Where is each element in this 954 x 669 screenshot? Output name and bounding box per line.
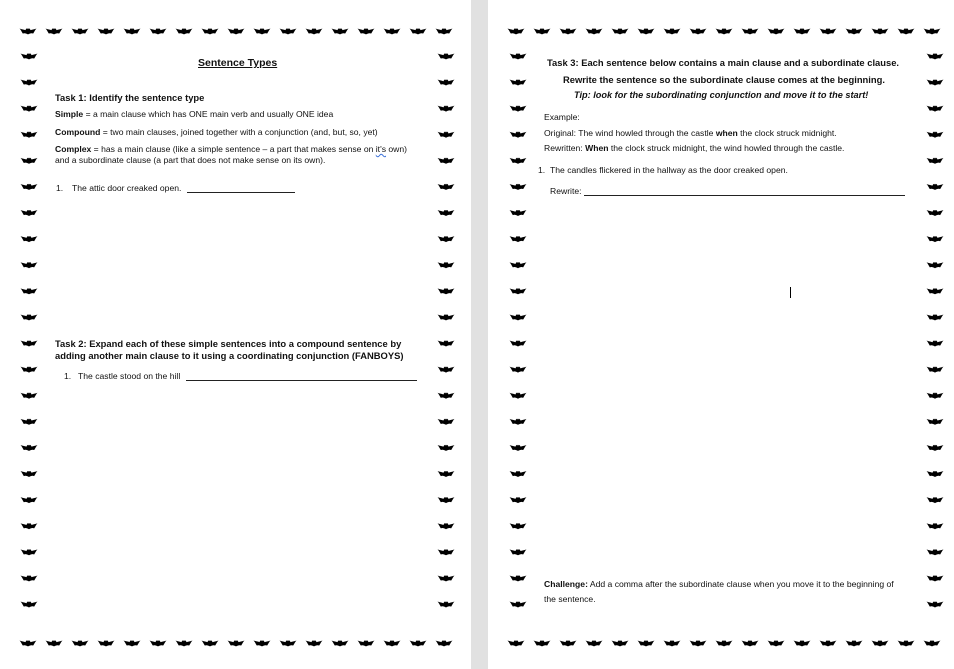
- task3-item-text: The candles flickered in the hallway as the door creaked open.: [550, 165, 788, 175]
- bat-icon: [927, 523, 944, 529]
- bat-icon: [21, 340, 38, 346]
- task3-tip: Tip: look for the subordinating conjunction and move it to the start!: [574, 90, 869, 100]
- simple-definition: [55, 109, 333, 120]
- original-pre: Original: The wind howled through the castle: [544, 128, 716, 138]
- bat-icon: [927, 445, 944, 451]
- bat-icon: [21, 132, 38, 138]
- bat-icon: [332, 28, 349, 34]
- bat-icon: [820, 28, 837, 34]
- bat-icon: [21, 184, 38, 190]
- bat-icon: [98, 640, 115, 646]
- bat-icon: [510, 106, 527, 112]
- bat-icon: [510, 471, 527, 477]
- bat-icon: [21, 158, 38, 164]
- complex-definition: [55, 144, 407, 155]
- bat-icon: [846, 640, 863, 646]
- bat-icon: [202, 28, 219, 34]
- bat-icon: [438, 184, 455, 190]
- bat-icon: [72, 28, 89, 34]
- bat-icon: [510, 79, 527, 85]
- bat-icon: [20, 28, 37, 34]
- bat-icon: [438, 79, 455, 85]
- bat-icon: [176, 28, 193, 34]
- compound-def: = two main clauses, joined together with a conjunction (and, but, so, yet): [100, 127, 378, 137]
- bat-icon: [438, 575, 455, 581]
- bat-icon: [438, 601, 455, 607]
- complex-definition-line2: and a subordinate clause (a part that does not make sense on its own).: [55, 155, 326, 165]
- bat-icon: [438, 340, 455, 346]
- task1-item-number: 1.: [56, 183, 64, 193]
- bat-icon: [438, 419, 455, 425]
- bat-icon: [510, 288, 527, 294]
- bat-icon: [872, 640, 889, 646]
- bat-icon: [21, 393, 38, 399]
- bat-icon: [98, 28, 115, 34]
- bat-icon: [510, 184, 527, 190]
- bat-icon: [21, 79, 38, 85]
- bat-icon: [927, 314, 944, 320]
- bat-icon: [510, 262, 527, 268]
- bat-icon: [438, 367, 455, 373]
- bat-icon: [176, 640, 193, 646]
- bat-icon: [508, 28, 525, 34]
- bat-icon: [438, 158, 455, 164]
- bat-icon: [510, 575, 527, 581]
- bat-icon: [924, 640, 941, 646]
- bat-icon: [927, 132, 944, 138]
- bat-icon: [510, 393, 527, 399]
- rewritten-pre: Rewritten:: [544, 143, 586, 153]
- bat-icon: [638, 28, 655, 34]
- bat-icon: [510, 549, 527, 555]
- bat-icon: [898, 640, 915, 646]
- page-gutter: [471, 0, 488, 669]
- bat-icon: [46, 28, 63, 34]
- bat-icon: [280, 28, 297, 34]
- task1-heading: Task 1: Identify the sentence type: [55, 92, 205, 103]
- bat-icon: [927, 549, 944, 555]
- bat-icon: [21, 575, 38, 581]
- bat-icon: [927, 262, 944, 268]
- bat-icon: [150, 640, 167, 646]
- bat-icon: [794, 28, 811, 34]
- bat-icon: [794, 640, 811, 646]
- text-cursor: [790, 287, 791, 298]
- bat-icon: [927, 158, 944, 164]
- original-post: the clock struck midnight.: [737, 128, 837, 138]
- bat-icon: [898, 28, 915, 34]
- page-two: [488, 0, 954, 669]
- bat-icon: [927, 184, 944, 190]
- bat-icon: [927, 575, 944, 581]
- bat-icon: [438, 132, 455, 138]
- bat-icon: [510, 445, 527, 451]
- bat-icon: [438, 210, 455, 216]
- bat-icon: [716, 28, 733, 34]
- bat-icon: [927, 53, 944, 59]
- bat-icon: [21, 314, 38, 320]
- bat-icon: [436, 28, 453, 34]
- bat-icon: [510, 53, 527, 59]
- challenge-line1: [544, 579, 894, 590]
- bat-icon: [21, 523, 38, 529]
- complex-term: Complex: [55, 144, 92, 154]
- bat-icon: [72, 640, 89, 646]
- bat-icon: [927, 601, 944, 607]
- complex-def-post: own): [386, 144, 408, 154]
- bat-icon: [846, 28, 863, 34]
- task2-heading-line1: Task 2: Expand each of these simple sentences into a compound sentence by: [55, 338, 402, 349]
- bat-icon: [510, 367, 527, 373]
- bat-icon: [21, 601, 38, 607]
- bat-icon: [927, 79, 944, 85]
- bat-icon: [872, 28, 889, 34]
- task2-item-text: The castle stood on the hill: [78, 371, 181, 381]
- bat-icon: [742, 640, 759, 646]
- bat-icon: [927, 471, 944, 477]
- challenge-line2: the sentence.: [544, 594, 596, 604]
- bat-icon: [438, 445, 455, 451]
- bat-icon: [306, 640, 323, 646]
- bat-icon: [21, 210, 38, 216]
- bat-icon: [21, 471, 38, 477]
- bat-icon: [612, 640, 629, 646]
- spellcheck-word[interactable]: it's: [375, 144, 387, 154]
- bat-icon: [690, 640, 707, 646]
- bat-icon: [21, 262, 38, 268]
- example-rewritten: [544, 143, 844, 154]
- bat-icon: [820, 640, 837, 646]
- bat-icon: [638, 640, 655, 646]
- bat-icon: [358, 640, 375, 646]
- bat-icon: [410, 640, 427, 646]
- compound-term: Compound: [55, 127, 101, 137]
- task1-answer-line[interactable]: [187, 192, 295, 193]
- bat-icon: [768, 640, 785, 646]
- challenge-text: Add a comma after the subordinate clause when you move it to the beginning of: [587, 579, 894, 589]
- bat-icon: [21, 419, 38, 425]
- bat-icon: [510, 340, 527, 346]
- example-label: Example:: [544, 112, 580, 122]
- rewritten-conjunction: When: [585, 143, 609, 153]
- challenge-label: Challenge:: [544, 579, 588, 589]
- task3-heading-line1: Task 3: Each sentence below contains a main clause and a subordinate clause.: [547, 57, 900, 68]
- bat-icon: [742, 28, 759, 34]
- bat-icon: [510, 601, 527, 607]
- bat-icon: [332, 640, 349, 646]
- bat-icon: [438, 106, 455, 112]
- bat-icon: [690, 28, 707, 34]
- bat-icon: [927, 210, 944, 216]
- complex-def-pre: = has a main clause (like a simple sentence – a part that makes sense on: [91, 144, 376, 154]
- bat-icon: [21, 445, 38, 451]
- bat-icon: [384, 28, 401, 34]
- bat-icon: [586, 640, 603, 646]
- bat-icon: [438, 236, 455, 242]
- bat-icon: [438, 262, 455, 268]
- bat-icon: [924, 28, 941, 34]
- bat-icon: [768, 28, 785, 34]
- bat-icon: [438, 497, 455, 503]
- bat-icon: [202, 640, 219, 646]
- bat-icon: [254, 640, 271, 646]
- compound-definition: [55, 127, 378, 138]
- bat-icon: [438, 523, 455, 529]
- bat-icon: [510, 523, 527, 529]
- bat-icon: [716, 640, 733, 646]
- bat-icon: [410, 28, 427, 34]
- bat-icon: [21, 288, 38, 294]
- task2-heading-line2: adding another main clause to it using a coordinating conjunction (FANBOYS): [55, 350, 404, 361]
- bat-icon: [254, 28, 271, 34]
- original-conjunction: when: [715, 128, 738, 138]
- rewritten-post: the clock struck midnight, the wind howled through the castle.: [608, 143, 845, 153]
- bat-icon: [664, 640, 681, 646]
- example-original: [544, 128, 837, 139]
- bat-icon: [438, 549, 455, 555]
- simple-term: Simple: [55, 109, 84, 119]
- bat-icon: [510, 158, 527, 164]
- bat-icon: [21, 53, 38, 59]
- bat-icon: [927, 419, 944, 425]
- bat-icon: [46, 640, 63, 646]
- bat-icon: [438, 314, 455, 320]
- bat-icon: [228, 28, 245, 34]
- page-one: [0, 0, 471, 669]
- bat-icon: [510, 210, 527, 216]
- bat-icon: [21, 236, 38, 242]
- bat-icon: [280, 640, 297, 646]
- simple-def: = a main clause which has ONE main verb and usually ONE idea: [83, 109, 334, 119]
- task1-item-text: The attic door creaked open.: [72, 183, 182, 193]
- bat-icon: [560, 28, 577, 34]
- bat-icon: [20, 640, 37, 646]
- page-title: Sentence Types: [198, 57, 278, 69]
- bat-icon: [510, 314, 527, 320]
- bat-icon: [124, 640, 141, 646]
- bat-icon: [534, 640, 551, 646]
- bat-icon: [927, 393, 944, 399]
- bat-icon: [664, 28, 681, 34]
- bat-icon: [438, 53, 455, 59]
- bat-icon: [21, 549, 38, 555]
- bat-icon: [508, 640, 525, 646]
- bat-icon: [306, 28, 323, 34]
- bat-icon: [21, 497, 38, 503]
- bat-icon: [436, 640, 453, 646]
- bat-icon: [927, 288, 944, 294]
- bat-icon: [358, 28, 375, 34]
- rewrite-label: Rewrite:: [550, 186, 582, 196]
- bat-icon: [586, 28, 603, 34]
- bat-icon: [21, 106, 38, 112]
- task3-answer-line[interactable]: [584, 195, 905, 196]
- bat-icon: [510, 419, 527, 425]
- bat-icon: [510, 236, 527, 242]
- bat-icon: [612, 28, 629, 34]
- bat-icon: [21, 367, 38, 373]
- bat-icon: [927, 236, 944, 242]
- task2-answer-line[interactable]: [186, 380, 417, 381]
- bat-icon: [438, 288, 455, 294]
- bat-icon: [438, 471, 455, 477]
- bat-icon: [124, 28, 141, 34]
- bat-icon: [438, 393, 455, 399]
- bat-icon: [150, 28, 167, 34]
- bat-icon: [384, 640, 401, 646]
- bat-icon: [927, 106, 944, 112]
- bat-icon: [927, 367, 944, 373]
- bat-icon: [927, 497, 944, 503]
- bat-icon: [534, 28, 551, 34]
- bat-icon: [510, 132, 527, 138]
- task3-heading-line2: Rewrite the sentence so the subordinate clause comes at the beginning.: [563, 74, 885, 85]
- bat-icon: [510, 497, 527, 503]
- bat-icon: [228, 640, 245, 646]
- task2-item-number: 1.: [64, 371, 72, 381]
- bat-icon: [927, 340, 944, 346]
- bat-icon: [560, 640, 577, 646]
- task3-item-number: 1.: [538, 165, 546, 175]
